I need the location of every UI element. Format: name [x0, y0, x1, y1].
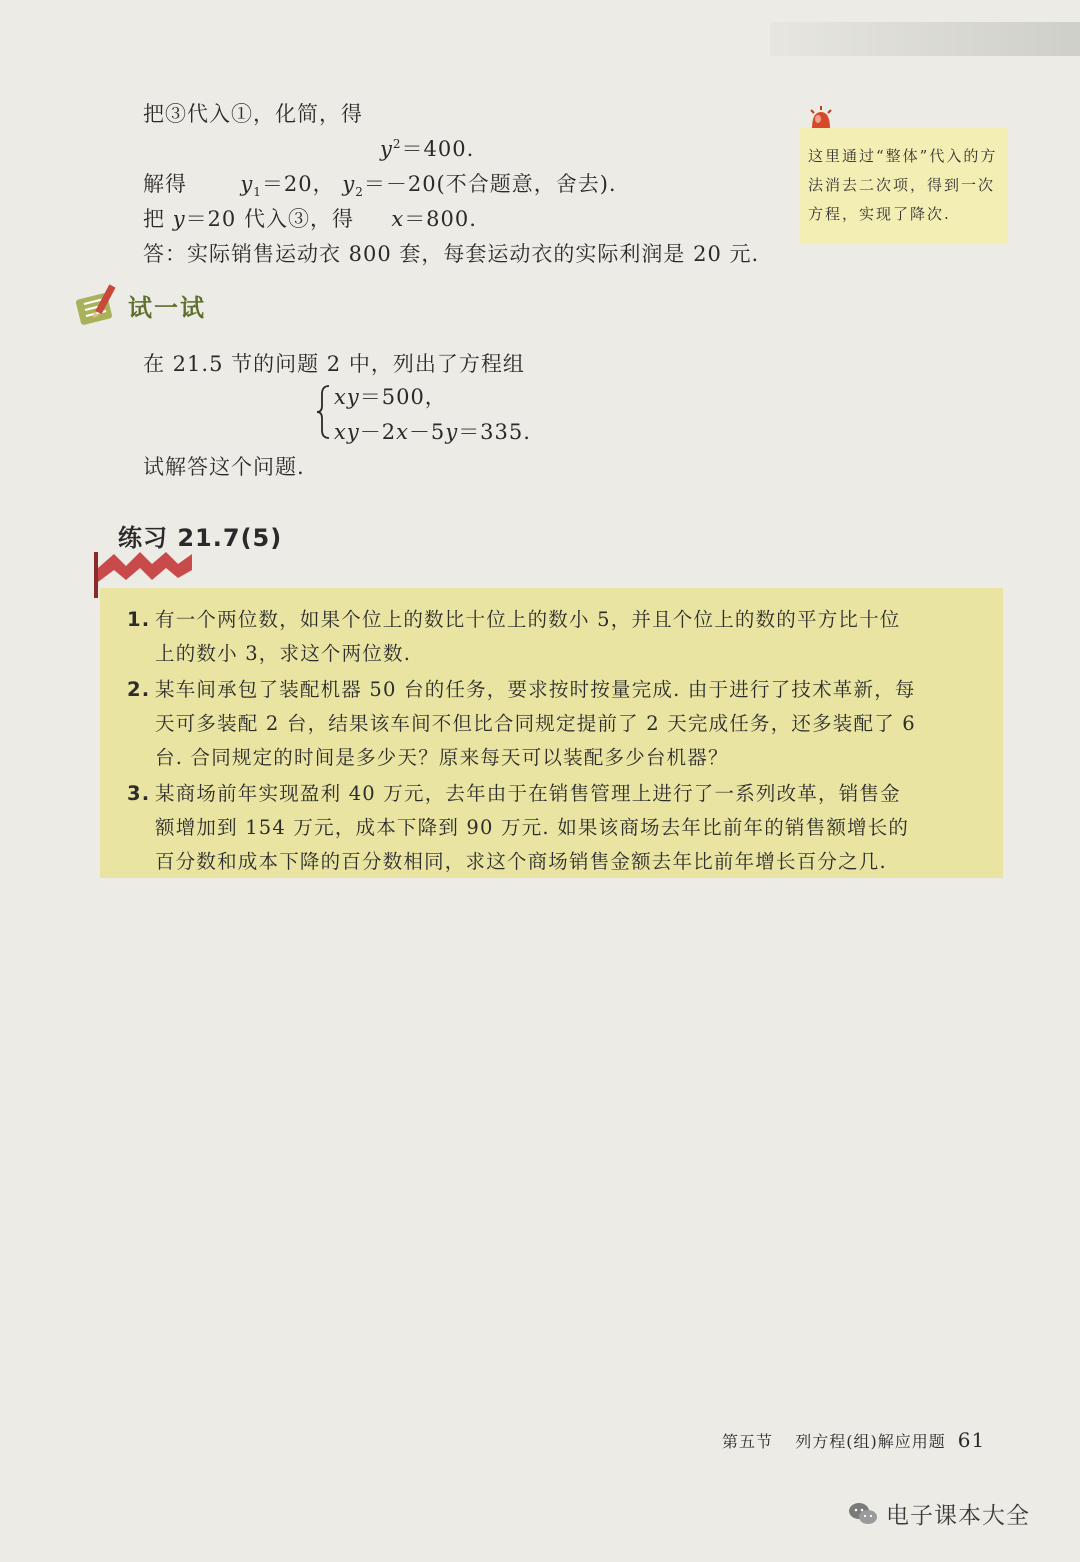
value-y2: ＝－20(不合题意，舍去). [363, 172, 617, 196]
subscript-1: 1 [253, 185, 262, 200]
eq1-rhs: ＝500， [359, 385, 447, 409]
item-line: 上的数小 3，求这个两位数. [155, 642, 412, 665]
item-line: 百分数和成本下降的百分数相同，求这个商场销售金额去年比前年增长百分之几. [155, 850, 887, 873]
var-y1: y [240, 172, 254, 196]
value-x: ＝800. [404, 207, 477, 231]
eq2-rhs: ＝335. [458, 420, 531, 444]
watermark [848, 1497, 1030, 1530]
exercise-item [127, 603, 901, 671]
var-x: x [396, 420, 409, 444]
item-number: 2. [127, 678, 151, 701]
solution-line-substitute: 把③代入①，化简，得 [143, 102, 363, 126]
subscript-2: 2 [355, 185, 364, 200]
footer-section: 第五节 [722, 1432, 774, 1451]
item-line: 某商场前年实现盈利 40 万元，去年由于在销售管理上进行了一系列改革，销售金 [155, 782, 901, 805]
var-y: y [380, 137, 393, 161]
exponent: 2 [392, 137, 402, 151]
wechat-icon [848, 1501, 878, 1527]
top-edge-strip [770, 22, 1080, 56]
coef-5: －5 [408, 420, 446, 444]
item-line: 某车间承包了装配机器 50 台的任务，要求按时按量完成. 由于进行了技术革新，每 [155, 678, 916, 701]
text-sub: ＝20 代入③，得 [185, 207, 354, 231]
watermark-text: 电子课本大全 [886, 1503, 1030, 1529]
var-y: y [172, 207, 186, 231]
exercise-item [127, 777, 910, 879]
item-line: 天可多装配 2 台，结果该车间不但比合同规定提前了 2 天完成任务，还多装配了 6 [155, 712, 916, 735]
exercise-item [127, 673, 916, 775]
var-y2: y [342, 172, 356, 196]
item-line: 额增加到 154 万元，成本下降到 90 万元. 如果该商场去年比前年的销售额增长的 [155, 816, 910, 839]
try-section-title: 试一试 [128, 294, 206, 322]
item-number: 1. [127, 608, 151, 631]
solution-line-substitute-y [143, 203, 477, 233]
term-xy: xy [334, 420, 360, 444]
page-number: 61 [957, 1428, 986, 1452]
pencil-notepad-icon [72, 282, 122, 326]
item-line: 台. 合同规定的时间是多少天？原来每天可以装配多少台机器？ [155, 746, 729, 769]
item-number: 3. [127, 782, 151, 805]
value: ＝400. [401, 137, 475, 161]
solution-line-solve [143, 168, 617, 199]
equation-1 [334, 381, 447, 411]
value-y1: ＝20， [261, 172, 335, 196]
coef-2: －2 [359, 420, 397, 444]
page-footer [722, 1428, 985, 1452]
text-ba: 把 [143, 207, 165, 231]
solution-answer: 答：实际销售运动衣 800 套，每套运动衣的实际利润是 20 元. [143, 242, 760, 266]
var-x: x [391, 207, 405, 231]
solution-line-y-squared [380, 133, 474, 163]
try-intro: 在 21.5 节的问题 2 中，列出了方程组 [143, 352, 525, 376]
var-y: y [445, 420, 459, 444]
term-xy: xy [334, 385, 360, 409]
footer-chapter: 列方程(组)解应用题 [795, 1432, 946, 1451]
try-ask: 试解答这个问题. [143, 455, 305, 479]
item-line: 有一个两位数，如果个位上的数比十位上的数小 5，并且个位上的数的平方比十位 [155, 608, 901, 631]
solve-label: 解得 [143, 172, 187, 196]
exercise-title: 练习 21.7(5) [118, 524, 283, 552]
margin-note: 这里通过“整体”代入的方法消去二次项，得到一次方程，实现了降次. [800, 128, 1008, 244]
equation-brace [316, 384, 332, 440]
equation-2 [334, 416, 531, 446]
